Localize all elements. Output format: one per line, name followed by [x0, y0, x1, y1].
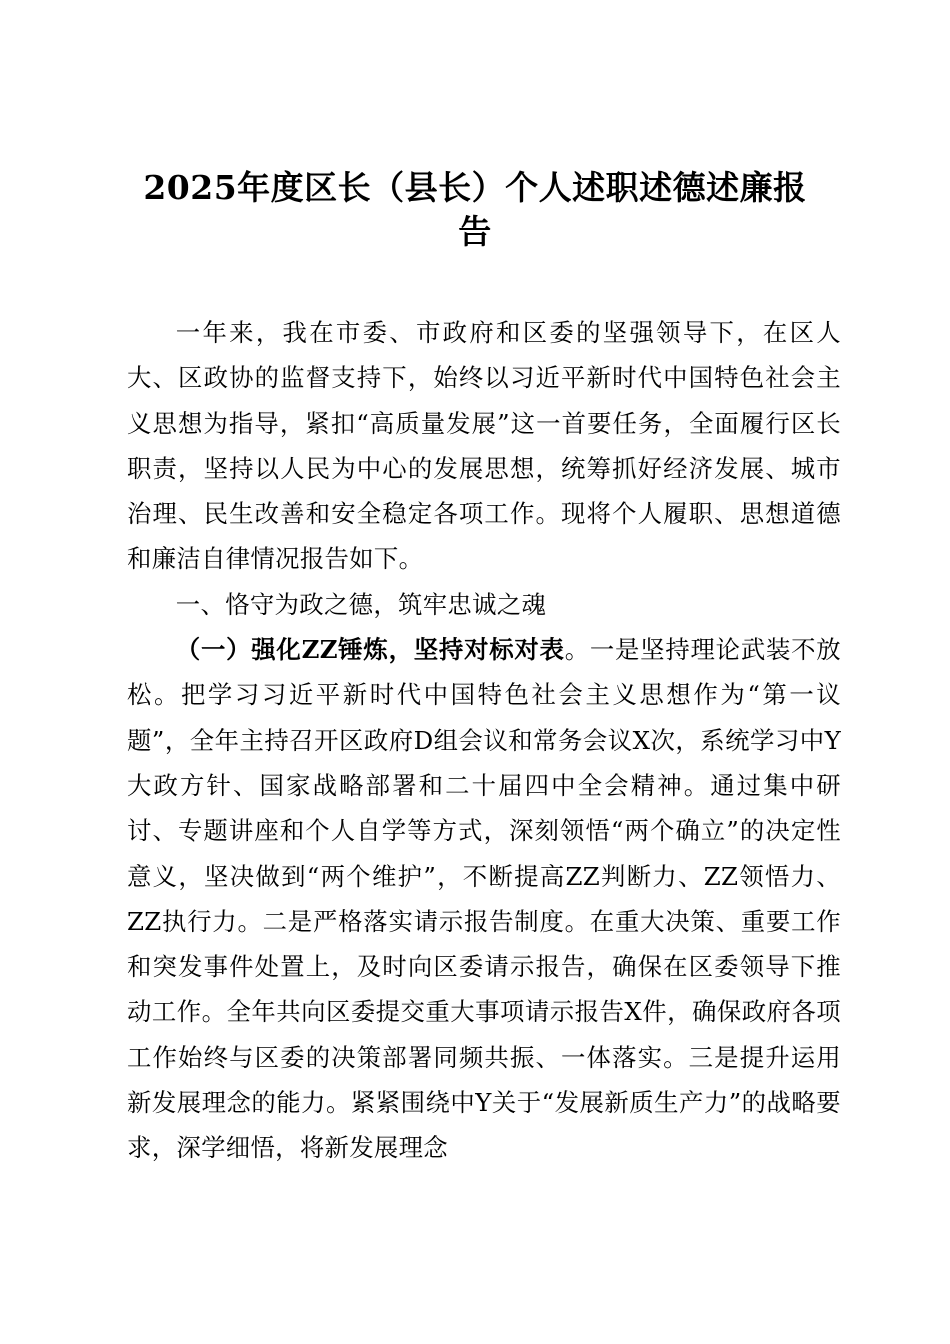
intro-paragraph: 一年来，我在市委、市政府和区委的坚强领导下，在区人大、区政协的监督支持下，始终以习近平新时代中国特色社会主义思想为指导，紧扣“高质量发展”这一首要任务，全面履行区长职责，坚持以人民为中心的发展思想，统筹抓好经济发展、城市治理、民生改善和安全稳定各项工作。现将个人履职、思想道德和廉洁自律情况报告如下。 [127, 318, 841, 574]
title-line-2: 告 [458, 212, 492, 251]
title-line-1: 2025年度区长（县长）个人述职述德述廉报 [143, 168, 807, 207]
subsection-paragraph [127, 627, 841, 1171]
subsection-text: 。一是坚持理论武装不放松。把学习习近平新时代中国特色社会主义思想作为“第一议题”，全年主持召开区政府D组会议和常务会议X次，系统学习中Y大政方针、国家战略部署和二十届四中全会精神。通过集中研讨、专题讲座和个人自学等方式，深刻领悟“两个确立”的决定性意义，坚决做到“两个维护”，不断提高ZZ判断力、ZZ领悟力、ZZ执行力。二是严格落实请示报告制度。在重大决策、重要工作和突发事件处置上，及时向区委请示报告，确保在区委领导下推动工作。全年共向区委提交重大事项请示报告X件，确保政府各项工作始终与区委的决策部署同频共振、一体落实。三是提升运用新发展理念的能力。紧紧围绕中Y关于“发展新质生产力”的战略要求，深学细悟，将新发展理念 [127, 635, 841, 1163]
document-body [127, 310, 841, 1171]
document-title [130, 166, 820, 254]
subsection-lead: （一）强化ZZ锤炼，坚持对标对表 [175, 635, 565, 665]
section-heading: 一、恪守为政之德，筑牢忠诚之魂 [175, 589, 547, 619]
